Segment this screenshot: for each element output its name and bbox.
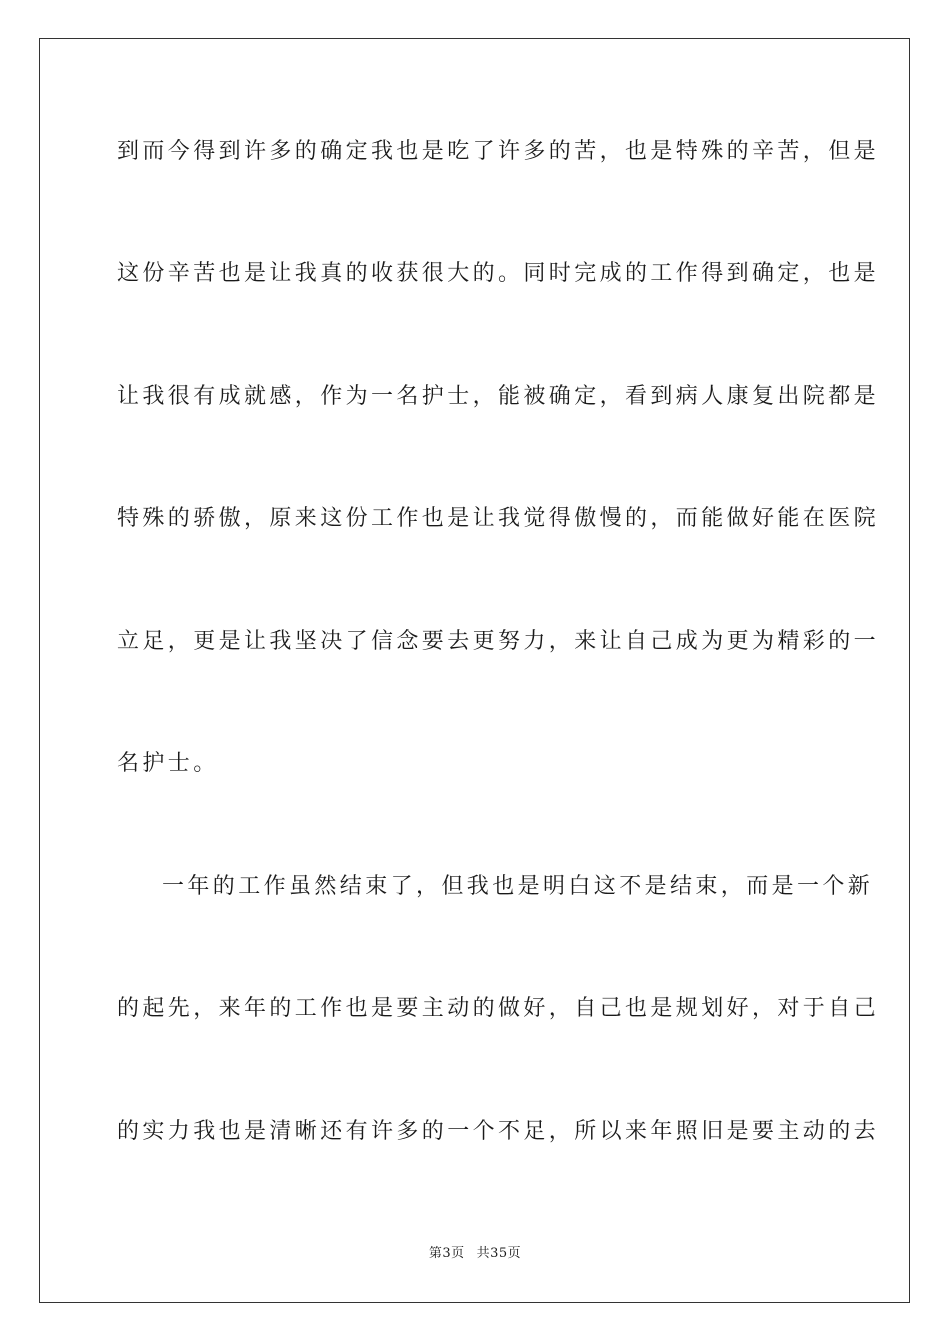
page-footer bbox=[0, 1245, 950, 1263]
text-line: 立足，更是让我坚决了信念要去更努力，来让自己成为更为精彩的一 bbox=[117, 629, 880, 654]
text-line: 的起先，来年的工作也是要主动的做好，自己也是规划好，对于自己 bbox=[117, 996, 880, 1021]
page-number-total: 共35页 bbox=[476, 1246, 522, 1261]
text-line: 让我很有成就感，作为一名护士，能被确定，看到病人康复出院都是 bbox=[117, 384, 880, 409]
text-line: 名护士。 bbox=[117, 751, 219, 776]
page-number-current: 第3页 bbox=[428, 1246, 465, 1261]
paragraph-first-line: 一年的工作虽然结束了，但我也是明白这不是结束，而是一个新 bbox=[162, 874, 874, 899]
text-line: 的实力我也是清晰还有许多的一个不足，所以来年照旧是要主动的去 bbox=[117, 1119, 880, 1144]
text-line: 特殊的骄傲，原来这份工作也是让我觉得傲慢的，而能做好能在医院 bbox=[117, 506, 880, 531]
text-line: 到而今得到许多的确定我也是吃了许多的苦，也是特殊的辛苦，但是 bbox=[117, 139, 880, 164]
text-line: 这份辛苦也是让我真的收获很大的。同时完成的工作得到确定，也是 bbox=[117, 261, 880, 286]
page-border bbox=[39, 38, 910, 1303]
